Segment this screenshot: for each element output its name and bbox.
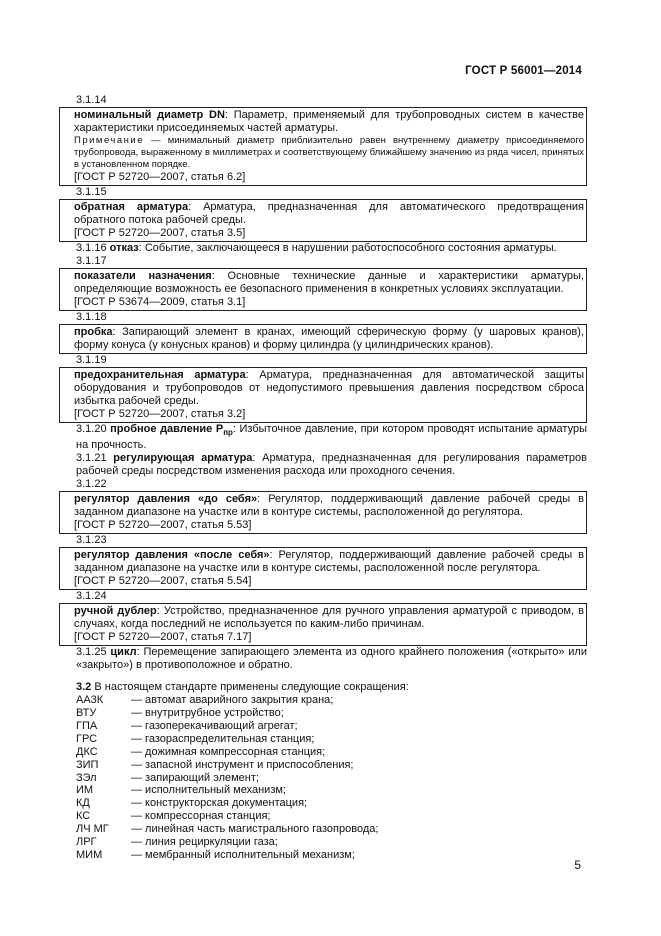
abbreviation-definition: — запасной инструмент и приспособления; xyxy=(131,758,354,771)
abbreviation-definition: — мембранный исполнительный механизм; xyxy=(131,848,355,861)
abbreviation-row xyxy=(61,746,587,759)
abbreviation-definition: — запирающий элемент; xyxy=(131,771,259,784)
abbreviation-row xyxy=(61,836,587,849)
abbreviation: ЛРГ xyxy=(76,835,97,848)
abbreviation: ГРС xyxy=(76,732,98,745)
definition-text: 3.1.25 цикл: Перемещение запирающего элемента из одного крайнего положения («открыто» или «закрыто») в противоположное и обратно. xyxy=(76,646,587,672)
definition-text: номинальный диаметр DN: Параметр, применяемый для трубопроводных систем в качестве характеристики присоединяемых частей арматуры. xyxy=(74,109,584,134)
abbreviation-definition: — газоперекачивающий агрегат; xyxy=(131,719,298,732)
definition-text: показатели назначения: Основные технические данные и характеристики арматуры, определяющие возможность ее безопасного применения в конкретных условиях эксплуатации. xyxy=(74,270,585,295)
definition-box xyxy=(59,199,587,242)
abbreviation-definition: — дожимная компрессорная станция; xyxy=(131,745,326,758)
abbreviation: ГПА xyxy=(76,719,98,732)
document-body xyxy=(61,94,587,862)
source-reference: [ГОСТ Р 52720—2007, статья 3.2] xyxy=(74,408,246,420)
abbreviation-definition: — внутритрубное устройство; xyxy=(131,707,284,720)
source-reference: [ГОСТ Р 52720—2007, статья 6.2] xyxy=(74,171,246,183)
abbreviation: ЗЭл xyxy=(76,771,97,784)
abbreviation: ДКС xyxy=(76,745,98,758)
clause-number: 3.1.15 xyxy=(76,186,107,198)
definition-text: пробка: Запирающий элемент в кранах, имеющий сферическую форму (у шаровых кранов), форму конуса (у конусных кранов) и форму цилиндра (у цилиндрических кранов). xyxy=(74,326,584,351)
clause-number: 3.1.14 xyxy=(76,94,107,106)
clause-number: 3.1.23 xyxy=(76,534,107,547)
abbreviation-row xyxy=(61,823,587,836)
definition-text: предохранительная арматура: Арматура, предназначенная для автоматической защиты оборудования и трубопроводов от недопустимого превышения давления посредством сброса избытка рабочей среды. xyxy=(74,369,584,407)
source-reference: [ГОСТ Р 53674—2009, статья 3.1] xyxy=(74,296,246,308)
definition-box xyxy=(59,268,587,311)
definition-box xyxy=(59,603,587,646)
abbreviation-definition: — газораспределительная станция; xyxy=(131,732,315,745)
clause-number: 3.1.19 xyxy=(76,354,107,366)
source-reference: [ГОСТ Р 52720—2007, статья 7.17] xyxy=(74,631,252,644)
abbreviation-definition: — линия рециркуляции газа; xyxy=(131,835,278,848)
source-reference: [ГОСТ Р 52720—2007, статья 5.53] xyxy=(74,519,252,532)
definition-note: Примечание — минимальный диаметр приблизительно равен внутреннему диаметру присоединяемого трубопровода, выраженному в миллиметрах и соответствующему ближайшему значению из ряда чисел, принятых в установленном порядке. xyxy=(74,135,584,170)
abbreviation-definition: — линейная часть магистрального газопровода; xyxy=(131,823,379,836)
page-number: 5 xyxy=(574,858,581,872)
abbreviation: ИМ xyxy=(76,784,94,797)
abbreviations-intro: 3.2 В настоящем стандарте применены следующие сокращения: xyxy=(76,681,409,694)
source-reference: [ГОСТ Р 52720—2007, статья 3.5] xyxy=(74,227,246,239)
term: номинальный диаметр DN xyxy=(74,109,225,121)
abbreviation-row xyxy=(61,797,587,810)
abbreviation-row xyxy=(61,720,587,733)
abbreviation-row xyxy=(61,772,587,785)
definition-box xyxy=(59,491,587,534)
abbreviation: ЛЧ МГ xyxy=(76,823,109,836)
clause-number: 3.1.18 xyxy=(76,311,107,323)
definition-box xyxy=(59,367,587,423)
abbreviation: КД xyxy=(76,797,90,810)
abbreviation: АА3К xyxy=(76,694,104,707)
definition-box xyxy=(59,324,587,354)
abbreviation-row xyxy=(61,694,587,707)
abbreviations-list xyxy=(61,694,587,862)
source-reference: [ГОСТ Р 52720—2007, статья 5.54] xyxy=(74,575,252,588)
abbreviation-row xyxy=(61,707,587,720)
abbreviation-row xyxy=(61,733,587,746)
abbreviation-row xyxy=(61,810,587,823)
abbreviation-definition: — автомат аварийного закрытия крана; xyxy=(131,694,334,707)
definition-text: 3.1.20 пробное давление $P_{пр}$: Избыточное давление, при котором проводят испытание арматуры на прочность. xyxy=(76,423,587,452)
definition-text: 3.1.21 регулирующая арматура: Арматура, предназначенная для регулирования параметров рабочей среды посредством изменения расхода или проходного сечения. xyxy=(76,452,587,478)
abbreviation-row xyxy=(61,784,587,797)
definition-text: регулятор давления «до себя»: Регулятор, поддерживающий давление рабочей среды в заданном диапазоне на участке или в контуре системы, расположенной до регулятора. xyxy=(74,493,584,519)
definition-text: регулятор давления «после себя»: Регулятор, поддерживающий давление рабочей среды в заданном диапазоне на участке или в контуре системы, расположенной после регулятора. xyxy=(74,549,585,575)
abbreviation: ЗИП xyxy=(76,758,99,771)
clause-number: 3.1.17 xyxy=(76,255,107,267)
document-header: ГОСТ Р 56001—2014 xyxy=(465,65,582,77)
abbreviation: КС xyxy=(76,810,91,823)
definition-text: 3.1.16 отказ: Событие, заключающееся в нарушении работоспособного состояния арматуры. xyxy=(76,242,557,254)
definition-box xyxy=(59,107,587,186)
abbreviation: ВТУ xyxy=(76,707,97,720)
abbreviation-definition: — исполнительный механизм; xyxy=(131,784,286,797)
clause-number: 3.1.24 xyxy=(76,590,107,603)
abbreviation-definition: — конструкторская документация; xyxy=(131,797,308,810)
abbreviation-definition: — компрессорная станция; xyxy=(131,810,271,823)
definition-text: ручной дублер: Устройство, предназначенное для ручного управления арматурой с приводом, в случаях, когда последний не используется по каким-либо причинам. xyxy=(74,605,584,631)
abbreviation-row xyxy=(61,759,587,772)
abbreviation-row xyxy=(61,849,587,862)
definition-box xyxy=(59,547,587,590)
clause-number: 3.1.22 xyxy=(76,478,107,491)
definition-text: обратная арматура: Арматура, предназначенная для автоматического предотвращения обратного потока рабочей среды. xyxy=(74,201,584,226)
abbreviation: МИМ xyxy=(76,848,103,861)
